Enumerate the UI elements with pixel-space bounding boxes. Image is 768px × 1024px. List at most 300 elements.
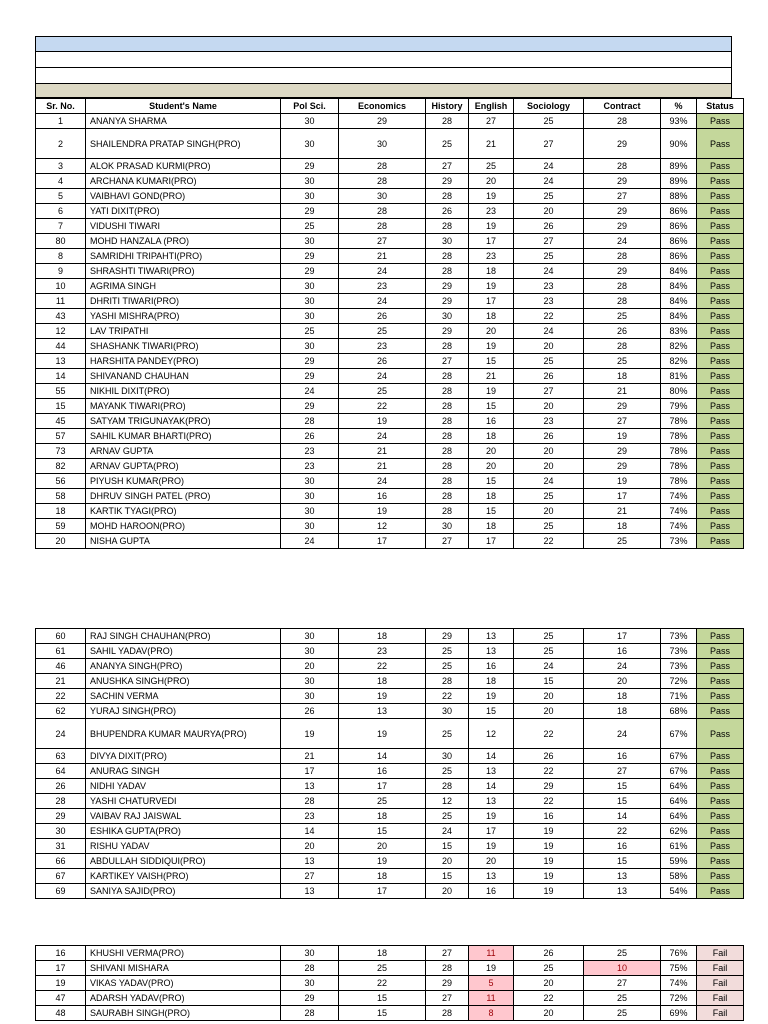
percent-cell: 81% <box>661 369 697 384</box>
contract-cell: 29 <box>584 459 661 474</box>
percent-cell: 88% <box>661 189 697 204</box>
percent-cell: 74% <box>661 504 697 519</box>
english-cell: 25 <box>469 159 514 174</box>
sr-no-cell: 55 <box>36 384 86 399</box>
economics-cell: 18 <box>339 674 426 689</box>
percent-cell: 54% <box>661 884 697 899</box>
col-header-sociology: Sociology <box>514 99 584 114</box>
history-cell: 22 <box>426 689 469 704</box>
student-name-cell: NISHA GUPTA <box>86 534 281 549</box>
status-cell: Pass <box>697 309 744 324</box>
status-cell: Fail <box>697 1006 744 1021</box>
economics-cell: 23 <box>339 279 426 294</box>
economics-cell: 24 <box>339 474 426 489</box>
economics-cell: 16 <box>339 764 426 779</box>
english-cell: 20 <box>469 174 514 189</box>
history-cell: 28 <box>426 414 469 429</box>
status-cell: Pass <box>697 824 744 839</box>
economics-cell: 30 <box>339 129 426 159</box>
status-cell: Pass <box>697 219 744 234</box>
history-cell: 28 <box>426 114 469 129</box>
pol-sci-cell: 26 <box>281 704 339 719</box>
pol-sci-cell: 30 <box>281 174 339 189</box>
sr-no-cell: 59 <box>36 519 86 534</box>
english-cell: 20 <box>469 324 514 339</box>
economics-cell: 18 <box>339 869 426 884</box>
student-name-cell: ANANYA SHARMA <box>86 114 281 129</box>
history-cell: 25 <box>426 719 469 749</box>
history-cell: 28 <box>426 189 469 204</box>
history-cell: 28 <box>426 249 469 264</box>
status-cell: Pass <box>697 474 744 489</box>
pol-sci-cell: 28 <box>281 794 339 809</box>
sr-no-cell: 5 <box>36 189 86 204</box>
percent-cell: 67% <box>661 764 697 779</box>
table-row <box>36 976 744 991</box>
economics-cell: 27 <box>339 234 426 249</box>
status-cell: Pass <box>697 719 744 749</box>
sociology-cell: 25 <box>514 354 584 369</box>
sociology-cell: 20 <box>514 1006 584 1021</box>
history-cell: 28 <box>426 264 469 279</box>
contract-cell: 24 <box>584 659 661 674</box>
pol-sci-cell: 30 <box>281 489 339 504</box>
contract-cell: 22 <box>584 824 661 839</box>
contract-cell: 29 <box>584 399 661 414</box>
table-row <box>36 129 744 159</box>
table-row <box>36 749 744 764</box>
english-cell: 16 <box>469 884 514 899</box>
history-cell: 30 <box>426 234 469 249</box>
history-cell: 28 <box>426 399 469 414</box>
student-name-cell: SHASHANK TIWARI(PRO) <box>86 339 281 354</box>
sociology-cell: 19 <box>514 854 584 869</box>
english-cell: 20 <box>469 459 514 474</box>
pol-sci-cell: 13 <box>281 854 339 869</box>
col-header-pol-sci: Pol Sci. <box>281 99 339 114</box>
contract-cell: 29 <box>584 444 661 459</box>
status-cell: Pass <box>697 444 744 459</box>
pol-sci-cell: 29 <box>281 264 339 279</box>
sociology-cell: 26 <box>514 749 584 764</box>
pol-sci-cell: 17 <box>281 764 339 779</box>
table-row <box>36 369 744 384</box>
sr-no-cell: 66 <box>36 854 86 869</box>
status-cell: Pass <box>697 129 744 159</box>
history-cell: 27 <box>426 354 469 369</box>
english-cell: 17 <box>469 824 514 839</box>
economics-cell: 15 <box>339 991 426 1006</box>
pol-sci-cell: 30 <box>281 234 339 249</box>
contract-cell: 21 <box>584 384 661 399</box>
contract-cell: 27 <box>584 976 661 991</box>
english-cell: 18 <box>469 674 514 689</box>
economics-cell: 19 <box>339 504 426 519</box>
contract-cell: 14 <box>584 809 661 824</box>
history-cell: 27 <box>426 159 469 174</box>
sr-no-cell: 12 <box>36 324 86 339</box>
english-cell: 16 <box>469 659 514 674</box>
sociology-cell: 24 <box>514 174 584 189</box>
sociology-cell: 22 <box>514 309 584 324</box>
percent-cell: 72% <box>661 674 697 689</box>
report-title-band <box>35 36 732 98</box>
english-cell: 18 <box>469 429 514 444</box>
contract-cell: 18 <box>584 689 661 704</box>
table-row <box>36 399 744 414</box>
table-row <box>36 991 744 1006</box>
percent-cell: 68% <box>661 704 697 719</box>
history-cell: 24 <box>426 824 469 839</box>
english-cell: 19 <box>469 219 514 234</box>
english-cell: 19 <box>469 809 514 824</box>
sociology-cell: 22 <box>514 991 584 1006</box>
table-row <box>36 854 744 869</box>
table-row <box>36 354 744 369</box>
table-row <box>36 869 744 884</box>
student-name-cell: SAMRIDHI TRIPAHTI(PRO) <box>86 249 281 264</box>
pol-sci-cell: 23 <box>281 444 339 459</box>
table-row <box>36 519 744 534</box>
student-name-cell: SACHIN VERMA <box>86 689 281 704</box>
percent-cell: 84% <box>661 309 697 324</box>
student-name-cell: ABDULLAH SIDDIQUI(PRO) <box>86 854 281 869</box>
table-row <box>36 264 744 279</box>
economics-cell: 24 <box>339 429 426 444</box>
student-name-cell: SAHIL YADAV(PRO) <box>86 644 281 659</box>
student-name-cell: MOHD HANZALA (PRO) <box>86 234 281 249</box>
percent-cell: 83% <box>661 324 697 339</box>
sr-no-cell: 15 <box>36 399 86 414</box>
economics-cell: 19 <box>339 414 426 429</box>
contract-cell: 20 <box>584 674 661 689</box>
contract-cell: 25 <box>584 309 661 324</box>
economics-cell: 25 <box>339 794 426 809</box>
percent-cell: 75% <box>661 961 697 976</box>
sr-no-cell: 22 <box>36 689 86 704</box>
status-cell: Pass <box>697 869 744 884</box>
table-row <box>36 504 744 519</box>
percent-cell: 69% <box>661 1006 697 1021</box>
sr-no-cell: 62 <box>36 704 86 719</box>
status-cell: Fail <box>697 991 744 1006</box>
english-cell: 21 <box>469 129 514 159</box>
sociology-cell: 19 <box>514 824 584 839</box>
percent-cell: 59% <box>661 854 697 869</box>
contract-cell: 18 <box>584 369 661 384</box>
history-cell: 29 <box>426 279 469 294</box>
english-cell: 15 <box>469 504 514 519</box>
student-name-cell: YURAJ SINGH(PRO) <box>86 704 281 719</box>
history-cell: 20 <box>426 854 469 869</box>
history-cell: 25 <box>426 809 469 824</box>
percent-cell: 86% <box>661 204 697 219</box>
contract-cell: 13 <box>584 869 661 884</box>
pol-sci-cell: 28 <box>281 1006 339 1021</box>
sr-no-cell: 31 <box>36 839 86 854</box>
economics-cell: 24 <box>339 294 426 309</box>
sociology-cell: 25 <box>514 249 584 264</box>
sociology-cell: 23 <box>514 294 584 309</box>
table-row <box>36 534 744 549</box>
economics-cell: 19 <box>339 689 426 704</box>
sociology-cell: 16 <box>514 809 584 824</box>
sociology-cell: 25 <box>514 519 584 534</box>
sr-no-cell: 57 <box>36 429 86 444</box>
student-name-cell: ADARSH YADAV(PRO) <box>86 991 281 1006</box>
sociology-cell: 25 <box>514 189 584 204</box>
sr-no-cell: 2 <box>36 129 86 159</box>
sociology-cell: 29 <box>514 779 584 794</box>
percent-cell: 67% <box>661 749 697 764</box>
percent-cell: 78% <box>661 474 697 489</box>
blank-band-cell <box>36 52 732 68</box>
status-cell: Pass <box>697 174 744 189</box>
student-name-cell: KHUSHI VERMA(PRO) <box>86 946 281 961</box>
history-cell: 26 <box>426 204 469 219</box>
history-cell: 15 <box>426 839 469 854</box>
status-cell: Pass <box>697 159 744 174</box>
blank-band-cell <box>36 68 732 84</box>
student-name-cell: AGRIMA SINGH <box>86 279 281 294</box>
student-name-cell: DIVYA DIXIT(PRO) <box>86 749 281 764</box>
sociology-cell: 25 <box>514 489 584 504</box>
pol-sci-cell: 26 <box>281 429 339 444</box>
english-cell: 19 <box>469 189 514 204</box>
history-cell: 29 <box>426 324 469 339</box>
percent-cell: 73% <box>661 659 697 674</box>
economics-cell: 16 <box>339 489 426 504</box>
history-cell: 25 <box>426 764 469 779</box>
economics-cell: 17 <box>339 779 426 794</box>
table-row <box>36 961 744 976</box>
percent-cell: 79% <box>661 399 697 414</box>
student-name-cell: ANUSHKA SINGH(PRO) <box>86 674 281 689</box>
col-header-english: English <box>469 99 514 114</box>
economics-cell: 30 <box>339 189 426 204</box>
sociology-cell: 23 <box>514 279 584 294</box>
sr-no-cell: 17 <box>36 961 86 976</box>
contract-cell: 18 <box>584 704 661 719</box>
sr-no-cell: 30 <box>36 824 86 839</box>
status-cell: Pass <box>697 749 744 764</box>
economics-cell: 19 <box>339 854 426 869</box>
contract-cell: 29 <box>584 264 661 279</box>
table-row <box>36 689 744 704</box>
contract-cell: 15 <box>584 779 661 794</box>
pol-sci-cell: 14 <box>281 824 339 839</box>
history-cell: 28 <box>426 504 469 519</box>
col-header-status: Status <box>697 99 744 114</box>
contract-cell: 24 <box>584 234 661 249</box>
economics-cell: 14 <box>339 749 426 764</box>
sr-no-cell: 29 <box>36 809 86 824</box>
student-name-cell: BHUPENDRA KUMAR MAURYA(PRO) <box>86 719 281 749</box>
history-cell: 15 <box>426 869 469 884</box>
pol-sci-cell: 27 <box>281 869 339 884</box>
economics-cell: 17 <box>339 534 426 549</box>
pol-sci-cell: 30 <box>281 504 339 519</box>
sr-no-cell: 69 <box>36 884 86 899</box>
english-cell: 16 <box>469 414 514 429</box>
pol-sci-cell: 30 <box>281 474 339 489</box>
percent-cell: 84% <box>661 264 697 279</box>
history-cell: 28 <box>426 474 469 489</box>
table-row <box>36 249 744 264</box>
contract-cell: 29 <box>584 219 661 234</box>
sr-no-cell: 56 <box>36 474 86 489</box>
history-cell: 25 <box>426 644 469 659</box>
percent-cell: 64% <box>661 779 697 794</box>
student-name-cell: RISHU YADAV <box>86 839 281 854</box>
economics-cell: 25 <box>339 961 426 976</box>
sr-no-cell: 26 <box>36 779 86 794</box>
status-cell: Pass <box>697 794 744 809</box>
sr-no-cell: 3 <box>36 159 86 174</box>
student-name-cell: ESHIKA GUPTA(PRO) <box>86 824 281 839</box>
percent-cell: 74% <box>661 976 697 991</box>
table-row <box>36 839 744 854</box>
history-cell: 12 <box>426 794 469 809</box>
student-name-cell: SHAILENDRA PRATAP SINGH(PRO) <box>86 129 281 159</box>
sociology-cell: 27 <box>514 129 584 159</box>
student-name-cell: SHIVANAND CHAUHAN <box>86 369 281 384</box>
history-cell: 25 <box>426 659 469 674</box>
history-cell: 28 <box>426 489 469 504</box>
sociology-cell: 22 <box>514 534 584 549</box>
pol-sci-cell: 25 <box>281 219 339 234</box>
english-cell: 19 <box>469 339 514 354</box>
contract-cell: 24 <box>584 719 661 749</box>
sociology-cell: 24 <box>514 159 584 174</box>
pol-sci-cell: 21 <box>281 749 339 764</box>
sociology-cell: 26 <box>514 946 584 961</box>
sociology-cell: 26 <box>514 219 584 234</box>
english-cell: 17 <box>469 234 514 249</box>
table-row <box>36 704 744 719</box>
status-cell: Pass <box>697 764 744 779</box>
student-name-cell: KARTIKEY VAISH(PRO) <box>86 869 281 884</box>
economics-cell: 13 <box>339 704 426 719</box>
pol-sci-cell: 20 <box>281 839 339 854</box>
pol-sci-cell: 23 <box>281 809 339 824</box>
english-cell: 20 <box>469 444 514 459</box>
contract-cell: 25 <box>584 991 661 1006</box>
results-table-fail <box>35 945 744 1021</box>
english-cell: 14 <box>469 749 514 764</box>
student-name-cell: HARSHITA PANDEY(PRO) <box>86 354 281 369</box>
pol-sci-cell: 29 <box>281 369 339 384</box>
table-row <box>36 794 744 809</box>
contract-cell: 10 <box>584 961 661 976</box>
table-row <box>36 474 744 489</box>
english-cell: 23 <box>469 249 514 264</box>
english-cell: 19 <box>469 839 514 854</box>
english-cell: 18 <box>469 489 514 504</box>
status-cell: Pass <box>697 294 744 309</box>
history-cell: 30 <box>426 704 469 719</box>
percent-cell: 74% <box>661 519 697 534</box>
status-cell: Fail <box>697 946 744 961</box>
percent-cell: 82% <box>661 339 697 354</box>
table-row <box>36 174 744 189</box>
sr-no-cell: 48 <box>36 1006 86 1021</box>
pol-sci-cell: 28 <box>281 961 339 976</box>
sociology-cell: 20 <box>514 399 584 414</box>
contract-cell: 16 <box>584 749 661 764</box>
status-cell: Pass <box>697 414 744 429</box>
sociology-cell: 22 <box>514 794 584 809</box>
contract-cell: 29 <box>584 204 661 219</box>
pol-sci-cell: 29 <box>281 354 339 369</box>
history-cell: 28 <box>426 444 469 459</box>
pol-sci-cell: 13 <box>281 884 339 899</box>
economics-cell: 18 <box>339 629 426 644</box>
sociology-cell: 20 <box>514 976 584 991</box>
table-row <box>36 644 744 659</box>
english-cell: 21 <box>469 369 514 384</box>
percent-cell: 78% <box>661 459 697 474</box>
sr-no-cell: 9 <box>36 264 86 279</box>
history-cell: 28 <box>426 369 469 384</box>
student-name-cell: DHRITI TIWARI(PRO) <box>86 294 281 309</box>
pol-sci-cell: 30 <box>281 279 339 294</box>
table-row <box>36 294 744 309</box>
history-cell: 28 <box>426 339 469 354</box>
english-cell: 13 <box>469 794 514 809</box>
student-name-cell: YATI DIXIT(PRO) <box>86 204 281 219</box>
sr-no-cell: 11 <box>36 294 86 309</box>
sociology-cell: 20 <box>514 689 584 704</box>
english-cell: 19 <box>469 384 514 399</box>
percent-cell: 74% <box>661 489 697 504</box>
contract-cell: 17 <box>584 629 661 644</box>
status-cell: Pass <box>697 459 744 474</box>
sociology-cell: 20 <box>514 459 584 474</box>
percent-cell: 84% <box>661 294 697 309</box>
sr-no-cell: 7 <box>36 219 86 234</box>
english-cell: 18 <box>469 519 514 534</box>
student-name-cell: ANURAG SINGH <box>86 764 281 779</box>
percent-cell: 84% <box>661 279 697 294</box>
student-name-cell: VIDUSHI TIWARI <box>86 219 281 234</box>
english-cell: 15 <box>469 474 514 489</box>
percent-cell: 76% <box>661 946 697 961</box>
status-cell: Pass <box>697 644 744 659</box>
english-cell: 13 <box>469 629 514 644</box>
table-row <box>36 339 744 354</box>
english-cell: 5 <box>469 976 514 991</box>
status-cell: Pass <box>697 809 744 824</box>
english-cell: 19 <box>469 689 514 704</box>
english-cell: 18 <box>469 309 514 324</box>
history-cell: 29 <box>426 976 469 991</box>
status-cell: Pass <box>697 114 744 129</box>
economics-cell: 22 <box>339 399 426 414</box>
student-name-cell: PIYUSH KUMAR(PRO) <box>86 474 281 489</box>
student-name-cell: SAHIL KUMAR BHARTI(PRO) <box>86 429 281 444</box>
economics-cell: 12 <box>339 519 426 534</box>
status-cell: Pass <box>697 534 744 549</box>
student-name-cell: SATYAM TRIGUNAYAK(PRO) <box>86 414 281 429</box>
contract-cell: 16 <box>584 644 661 659</box>
student-name-cell: NIKHIL DIXIT(PRO) <box>86 384 281 399</box>
contract-cell: 28 <box>584 249 661 264</box>
english-cell: 13 <box>469 644 514 659</box>
status-cell: Fail <box>697 961 744 976</box>
table-row <box>36 204 744 219</box>
pol-sci-cell: 29 <box>281 399 339 414</box>
